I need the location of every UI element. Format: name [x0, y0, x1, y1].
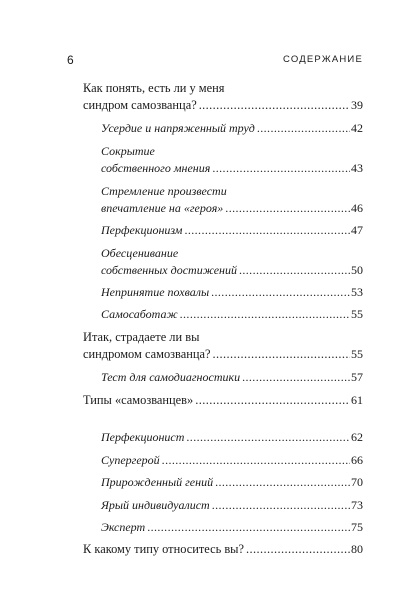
toc-entry-line — [83, 329, 363, 346]
page-number: 6 — [67, 53, 74, 67]
toc-entry — [101, 474, 363, 491]
toc-entry-line — [101, 306, 363, 323]
toc-page-number: 73 — [351, 498, 363, 512]
toc-page-number: 80 — [351, 542, 363, 556]
toc-entry-line — [83, 80, 363, 97]
toc-entry-line — [101, 474, 363, 491]
leader-dots — [257, 120, 350, 137]
toc-entry-title: Тест для самодиагностики — [101, 370, 241, 384]
toc-entry-title: Сокрытие — [101, 144, 155, 158]
toc-entry-title: Непринятие похвалы — [101, 285, 210, 299]
toc-entry-title: Самосаботаж — [101, 307, 178, 321]
toc-entry — [83, 541, 363, 558]
leader-dots — [212, 497, 350, 514]
toc-entry-line — [83, 541, 363, 558]
leader-dots — [246, 541, 350, 558]
toc-entry-line — [101, 429, 363, 446]
leader-dots — [211, 284, 350, 301]
toc-entry-title: Итак, страдаете ли вы — [83, 330, 200, 344]
toc-entry-title: Прирожденный гений — [101, 475, 214, 489]
leader-dots — [162, 452, 350, 469]
toc-entry-title: Типы «самозванцев» — [83, 393, 194, 407]
toc-entry-line — [101, 519, 363, 536]
toc-entry-title: Супергерой — [101, 453, 160, 467]
toc-page-number: 55 — [351, 307, 363, 321]
toc-entry-title: К какому типу относитесь вы? — [83, 542, 245, 556]
toc-entry-line — [101, 160, 363, 177]
leader-dots — [186, 429, 350, 446]
toc-page-number: 43 — [351, 161, 363, 175]
toc-entry-title: Перфекционизм — [101, 223, 183, 237]
leader-dots — [199, 97, 350, 114]
toc-entry-line — [83, 346, 363, 363]
toc-page-number: 50 — [351, 263, 363, 277]
toc-entry-line — [101, 200, 363, 217]
leader-dots — [242, 369, 350, 386]
running-header — [67, 53, 363, 67]
toc-page-number: 47 — [351, 223, 363, 237]
toc-entry — [101, 183, 363, 217]
leader-dots — [212, 160, 350, 177]
toc-page-number: 75 — [351, 520, 363, 534]
toc-entry — [83, 80, 363, 114]
toc-entry-title: Стремление произвести — [101, 184, 227, 198]
toc-entry-line — [101, 262, 363, 279]
toc-entry — [101, 519, 363, 536]
toc-entry-title: синдромом самозванца? — [83, 347, 211, 361]
toc-entry-line — [101, 245, 363, 262]
toc-entry-line — [83, 97, 363, 114]
toc-page-number: 39 — [351, 98, 363, 112]
toc-entry-title: синдром самозванца? — [83, 98, 197, 112]
toc-entry-title: Эксперт — [101, 520, 146, 534]
toc-entry-line — [101, 284, 363, 301]
leader-dots — [239, 262, 350, 279]
toc-entry — [83, 329, 363, 363]
leader-dots — [215, 474, 350, 491]
toc-entry — [101, 369, 363, 386]
toc-entry-line — [101, 183, 363, 200]
toc-page-number: 66 — [351, 453, 363, 467]
toc-entry-title: собственного мнения — [101, 161, 211, 175]
leader-dots — [225, 200, 350, 217]
toc-entry — [101, 245, 363, 279]
toc-entry — [101, 284, 363, 301]
toc-page-number: 62 — [351, 430, 363, 444]
toc-entry-line — [101, 143, 363, 160]
toc-page-number: 55 — [351, 347, 363, 361]
toc-page-number: 61 — [351, 393, 363, 407]
leader-dots — [147, 519, 350, 536]
toc-entry-title: Как понять, есть ли у меня — [83, 81, 225, 95]
toc-entry-title: Перфекционист — [101, 430, 185, 444]
toc-entry-title: собственных достижений — [101, 263, 237, 277]
toc-entry-line — [101, 452, 363, 469]
section-title: СОДЕРЖАНИЕ — [283, 54, 363, 65]
leader-dots — [195, 392, 350, 409]
toc-entry — [83, 392, 363, 409]
toc-page-number: 70 — [351, 475, 363, 489]
leader-dots — [184, 222, 350, 239]
toc-entry-line — [101, 120, 363, 137]
toc-entry — [101, 429, 363, 446]
toc-entry — [101, 222, 363, 239]
toc-entry-line — [101, 369, 363, 386]
toc-entry — [101, 120, 363, 137]
toc-entry-title: Усердие и напряженный труд — [101, 121, 255, 135]
toc-entry-title: впечатление на «героя» — [101, 201, 224, 215]
toc-entry — [101, 452, 363, 469]
toc-page-number: 42 — [351, 121, 363, 135]
toc-entry-line — [83, 392, 363, 409]
toc-entry — [101, 497, 363, 514]
toc-entry — [101, 306, 363, 323]
toc-page-number: 53 — [351, 285, 363, 299]
leader-dots — [180, 306, 350, 323]
toc-entry-line — [101, 497, 363, 514]
toc-page-number: 46 — [351, 201, 363, 215]
toc-entry-line — [101, 222, 363, 239]
toc-entry-title: Обесценивание — [101, 246, 179, 260]
toc-entry — [101, 143, 363, 177]
leader-dots — [213, 346, 351, 363]
toc-page-number: 57 — [351, 370, 363, 384]
toc-entry-title: Ярый индивидуалист — [101, 498, 210, 512]
